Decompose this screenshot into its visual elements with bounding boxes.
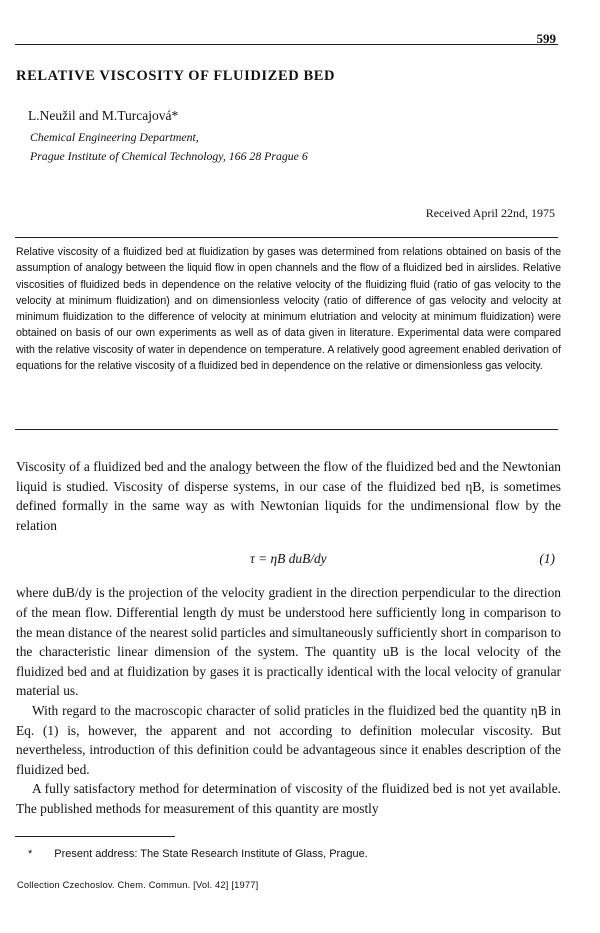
journal-citation: Collection Czechoslov. Chem. Commun. [Vol. 42] [1977] [17, 880, 259, 890]
footnote-mark: * [28, 848, 33, 860]
paragraph-3: With regard to the macroscopic character of solid praticles in the fluidized bed the quantity ηB in Eq. (1) is, however, the apparent and not according to definition molecular viscosity. But nevertheless, introduction of this definition could be advantageous since it enables description of the fluidized bed. [16, 702, 561, 777]
affiliation [30, 128, 308, 166]
footnote-text: Present address: The State Research Institute of Glass, Prague. [54, 848, 368, 860]
abstract-top-rule [15, 237, 558, 238]
equation-number: (1) [539, 551, 555, 567]
abstract-bottom-rule [15, 429, 558, 430]
affiliation-line-2: Prague Institute of Chemical Technology, 166 28 Prague 6 [30, 149, 308, 163]
affiliation-line-1: Chemical Engineering Department, [30, 130, 199, 144]
page-number: 599 [536, 31, 556, 46]
equation-1 [16, 535, 561, 583]
footnote [28, 848, 368, 860]
paragraph-2: where duB/dy is the projection of the velocity gradient in the direction perpendicular to the direction of the mean flow. Differential length dy must be understood here sufficiently long in comparison to the mean distance of the nearest solid particles and simultaneously sufficiently short in comparison to the characteristic linear dimension of the system. The quantity uB is the local velocity of the fluidized bed and at fluidization by gases it is practically identical with the local velocity of granular material us. [16, 585, 561, 699]
body-text [16, 457, 561, 819]
top-rule [15, 44, 558, 45]
paragraph-4: A fully satisfactory method for determination of viscosity of the fluidized bed is not yet available. The published methods for measurement of this quantity are mostly [16, 781, 561, 816]
received-date: Received April 22nd, 1975 [425, 206, 555, 220]
equation-expression: τ = ηB duB/dy [250, 551, 327, 567]
abstract: Relative viscosity of a fluidized bed at fluidization by gases was determined from relations obtained on basis of the assumption of analogy between the liquid flow in open channels and the flow of a fluidized bed in airslides. Relative viscosities of fluidized beds in dependence on the relative velocity of the fluidizing fluid (ratio of gas velocity to the velocity at minimum fluidization) and on dimensionless velocity (ratio of difference of gas velocity and velocity at minimum fluidization to the difference of velocity at minimum elutriation and velocity at minimum fluidization) were obtained on basis of our own experiments as well as of data given in literature. Experimental data were compared with the relative viscosity of water in dependence on temperature. A relatively good agreement enabled derivation of equations for the relative viscosity of a fluidized bed in dependence on the relative or dimensionless gas velocity. [16, 246, 561, 372]
authors: L.Neužil and M.Turcajová* [28, 108, 179, 123]
paper-title: RELATIVE VISCOSITY OF FLUIDIZED BED [16, 68, 336, 84]
paragraph-1: Viscosity of a fluidized bed and the analogy between the flow of the fluidized bed and the Newtonian liquid is studied. Viscosity of disperse systems, in our case of the fluidized bed ηB, is sometimes defined formally in the same way as with Newtonian liquids for the undimensional flow by the relation [16, 459, 561, 533]
footnote-rule [15, 836, 175, 837]
